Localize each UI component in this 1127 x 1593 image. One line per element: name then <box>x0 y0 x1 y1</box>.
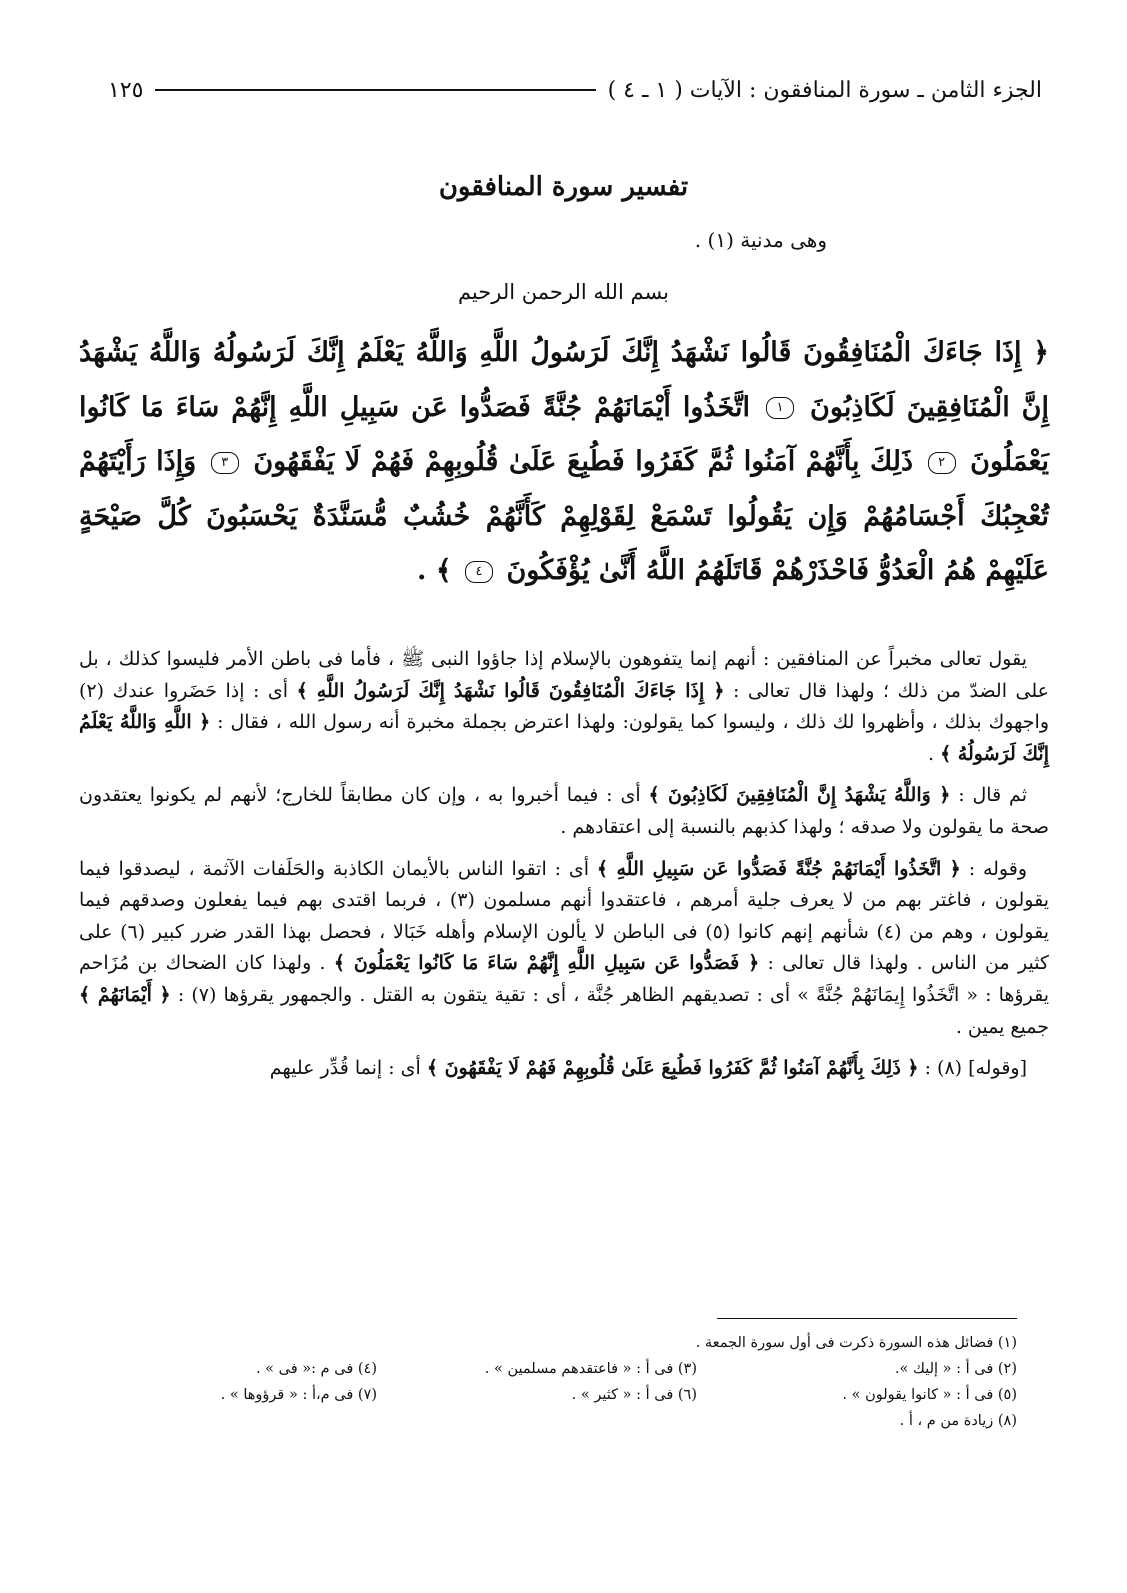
commentary-text: أى : إنما قُدِّر عليهم <box>269 1057 421 1080</box>
commentary-text: أى : إذا حَضَروا عندك (٢) واجهوك بذلك ، وأظهروا لك ذلك ، وليسوا كما يقولون: ولهذا اعترض بجملة مخبرة أنه رسول الله ، فقال : <box>79 679 1050 734</box>
footnote-row <box>107 1356 1017 1382</box>
commentary-text: . <box>927 742 935 765</box>
footnote: (٦) فى أ : « كثير » . <box>571 1387 697 1403</box>
footnote-rule <box>717 1318 1017 1319</box>
quoted-verse: ﴿ فَصَدُّوا عَن سَبِيلِ اللَّهِ إِنَّهُمْ سَاءَ مَا كَانُوا يَعْمَلُونَ ﴾ <box>333 952 760 975</box>
footnote: (٨) زيادة من م ، أ . <box>899 1413 1017 1429</box>
verse-number-badge: ١ <box>766 397 794 419</box>
commentary-text: . ولهذا كان الضحاك بن مُزَاحم يقرؤها : « اتَّخَذُوا إِيمَانَهُمْ جُنَّةً » أى : تصديقهم الظاهر جُنَّة ، أى : تقية يتقون به القتل . والجمهور يقرؤها (٧) : <box>79 952 1049 1006</box>
commentary-paragraph <box>79 780 1049 843</box>
page-header <box>108 72 1042 108</box>
verse-text: اتَّخَذُوا أَيْمَانَهُمْ جُنَّةً فَصَدُّوا عَن سَبِيلِ اللَّهِ إِنَّهُمْ سَاءَ مَا كَانُوا يَعْمَلُونَ <box>79 391 1049 477</box>
commentary-paragraph <box>79 644 1049 770</box>
surah-subtitle: وهى مدنية (١) . <box>694 228 827 252</box>
quoted-verse: ﴿ اتَّخَذُوا أَيْمَانَهُمْ جُنَّةً فَصَدُّوا عَن سَبِيلِ اللَّهِ ﴾ <box>596 857 961 880</box>
commentary-paragraph <box>79 1053 1049 1085</box>
quoted-verse: ﴿ وَاللَّهُ يَشْهَدُ إِنَّ الْمُنَافِقِينَ لَكَاذِبُونَ ﴾ <box>648 784 951 807</box>
quoted-verse: ﴿ ذَلِكَ بِأَنَّهُمْ آمَنُوا ثُمَّ كَفَرُوا فَطُبِعَ عَلَىٰ قُلُوبِهِمْ فَهُمْ لَا يَفْقَهُونَ ﴾ <box>426 1057 919 1080</box>
footnotes <box>107 1330 1017 1434</box>
commentary-text: أى : فيما أخبروا به ، وإن كان مطابقاً للخارج؛ لأنهم لم يكونوا يعتقدون صحة ما يقولون ولا صدقه ؛ ولهذا كذبهم بالنسبة إلى اعتقادهم . <box>79 784 1049 838</box>
quran-verses <box>79 326 1049 599</box>
footnote: (٧) فى م،أ : « قرؤوها » . <box>220 1387 377 1403</box>
commentary-text: وقوله : <box>968 857 1028 880</box>
quoted-verse: ﴿ أَيْمَانَهُمْ ﴾ <box>79 983 171 1006</box>
commentary-text: [وقوله] (٨) : <box>924 1057 1027 1080</box>
footnote-row <box>107 1408 1017 1434</box>
verse-number-badge: ٢ <box>928 452 956 474</box>
commentary-text: أى : اتقوا الناس بالأيمان الكاذبة والحَلَفات الآثمة ، ليصدقوا فيما يقولون ، فاغتر بهم من لا يعرف جلية أمرهم ، فاعتقدوا أنهم مسلمون (٣) ، فربما اقتدى بهم فيما يفعلون وصدقهم فيما يقولون ، وهم من (٤) شأنهم إنهم كانوا (٥) فى الباطن لا يألون الإسلام وأهله خَبَالا ، فحصل بهذا القدر ضرر كبير (٦) على كثير من الناس . ولهذا قال تعالى : <box>79 857 1049 975</box>
surah-title: تفسير سورة المنافقون <box>438 172 689 202</box>
commentary-text: يقول تعالى مخبراً عن المنافقين : أنهم إنما يتفوهون بالإسلام إذا جاؤوا النبى ﷺ ، فأما فى باطن الأمر فليسوا كذلك ، بل على الضدّ من ذلك ؛ ولهذا قال تعالى : <box>79 648 1049 702</box>
verse-text: ذَلِكَ بِأَنَّهُمْ آمَنُوا ثُمَّ كَفَرُوا فَطُبِعَ عَلَىٰ قُلُوبِهِمْ فَهُمْ لَا يَفْقَهُونَ <box>253 446 914 477</box>
basmala: بسم الله الرحمن الرحيم <box>457 280 670 304</box>
commentary-paragraph <box>79 854 1049 1044</box>
footnote-row <box>107 1330 1017 1356</box>
quoted-verse: ﴿ إِذَا جَاءَكَ الْمُنَافِقُونَ قَالُوا نَشْهَدُ إِنَّكَ لَرَسُولُ اللَّهِ ﴾ <box>296 679 725 702</box>
commentary-text: ثم قال : <box>958 784 1027 807</box>
verse-end: ﴾ . <box>417 555 452 586</box>
verse-text: وَإِذَا رَأَيْتَهُمْ تُعْجِبُكَ أَجْسَامُهُمْ وَإِن يَقُولُوا تَسْمَعْ لِقَوْلِهِمْ كَأَنَّهُمْ خُشُبٌ مُّسَنَّدَةٌ يَحْسَبُونَ كُلَّ صَيْحَةٍ عَلَيْهِمْ هُمُ الْعَدُوُّ فَاحْذَرْهُمْ قَاتَلَهُمُ اللَّهُ أَنَّىٰ يُؤْفَكُونَ <box>79 446 1049 586</box>
verse-number-badge: ٣ <box>211 452 239 474</box>
commentary <box>79 644 1049 1095</box>
footnote-row <box>107 1382 1017 1408</box>
verse-text: ﴿ إِذَا جَاءَكَ الْمُنَافِقُونَ قَالُوا نَشْهَدُ إِنَّكَ لَرَسُولُ اللَّهِ وَاللَّهُ يَعْلَمُ إِنَّكَ لَرَسُولُهُ وَاللَّهُ يَشْهَدُ إِنَّ الْمُنَافِقِينَ لَكَاذِبُونَ <box>79 337 1050 423</box>
footnote: (٥) فى أ : « كانوا يقولون » . <box>842 1387 1017 1403</box>
verse-number-badge: ٤ <box>465 561 493 583</box>
quoted-verse: ﴿ اللَّهِ وَاللَّهُ يَعْلَمُ إِنَّكَ لَرَسُولُهُ ﴾ <box>79 711 1049 765</box>
page-number: ١٢٥ <box>108 77 144 103</box>
commentary-text: جميع يمين . <box>955 1015 1049 1038</box>
footnote: (٢) فى أ : « إليك ». <box>894 1361 1017 1377</box>
footnote: (٤) فى م :« فى » . <box>255 1361 377 1377</box>
running-title: الجزء الثامن ـ سورة المنافقون : الآيات ( ١ ـ ٤ ) <box>607 77 1042 103</box>
footnote: (١) فضائل هذه السورة ذكرت فى أول سورة الجمعة . <box>695 1335 1017 1351</box>
header-rule <box>155 89 595 91</box>
footnote: (٣) فى أ : « فاعتقدهم مسلمين » . <box>484 1361 697 1377</box>
